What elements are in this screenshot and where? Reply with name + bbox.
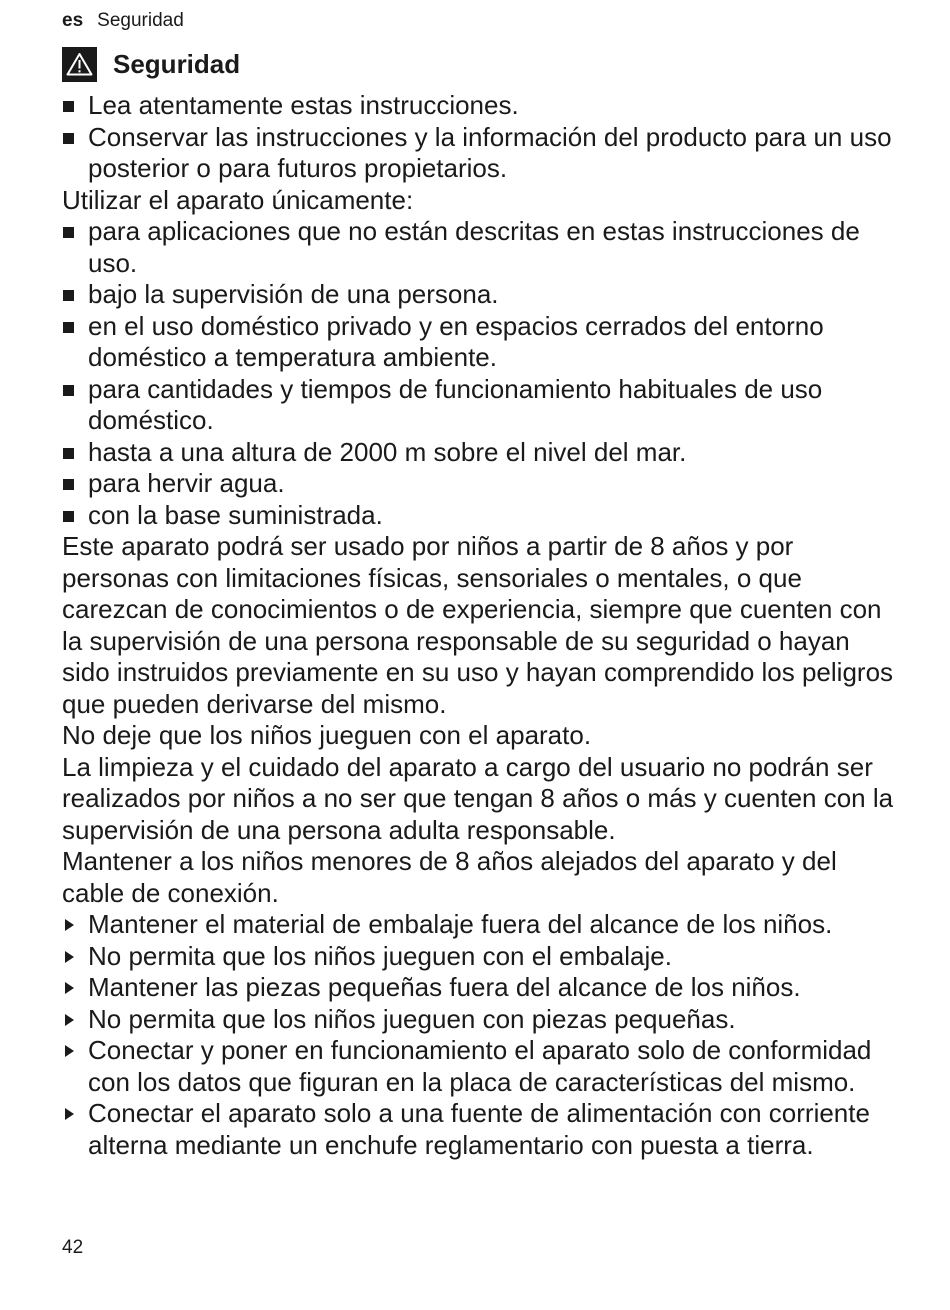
intro-list bbox=[62, 90, 902, 185]
list-item: para hervir agua. bbox=[62, 468, 902, 500]
page-number: 42 bbox=[62, 1237, 84, 1258]
section-heading bbox=[62, 46, 240, 82]
use-conditions-list bbox=[62, 216, 902, 531]
language-code: es bbox=[62, 10, 84, 31]
list-item: Mantener el material de embalaje fuera del alcance de los niños. bbox=[62, 909, 902, 941]
paragraph-children-persons: Este aparato podrá ser usado por niños a partir de 8 años y por personas con limitaciones físicas, sensoriales o mentales, o que carezcan de conocimientos o de experiencia, siempre que cuenten con la supervisión de una persona responsable de su seguridad o hayan sido instruidos previamente en su uso y hayan comprendido los peligros que pueden derivarse del mismo. bbox=[62, 531, 894, 719]
paragraph-no-play: No deje que los niños jueguen con el aparato. bbox=[62, 720, 592, 750]
use-intro: Utilizar el aparato únicamente: bbox=[62, 184, 414, 215]
paragraph-cleaning: La limpieza y el cuidado del aparato a cargo del usuario no podrán ser realizados por niños a no ser que tengan 8 años o más y cuenten con la supervisión de una persona adulta responsable. bbox=[62, 751, 894, 845]
section-title: Seguridad bbox=[113, 48, 241, 79]
running-header bbox=[62, 10, 184, 32]
list-item: No permita que los niños jueguen con el embalaje. bbox=[62, 941, 902, 973]
list-item: para cantidades y tiempos de funcionamiento habituales de uso doméstico. bbox=[62, 374, 902, 437]
safety-content bbox=[62, 90, 902, 1161]
list-item: en el uso doméstico privado y en espacios cerrados del entorno doméstico a temperatura ambiente. bbox=[62, 311, 902, 374]
warning-triangle-icon bbox=[62, 47, 97, 82]
list-item: Mantener las piezas pequeñas fuera del alcance de los niños. bbox=[62, 972, 902, 1004]
list-item: Conectar y poner en funcionamiento el aparato solo de conformidad con los datos que figuran en la placa de características del mismo. bbox=[62, 1035, 902, 1098]
list-item: bajo la supervisión de una persona. bbox=[62, 279, 902, 311]
list-item: hasta a una altura de 2000 m sobre el nivel del mar. bbox=[62, 437, 902, 469]
header-section: Seguridad bbox=[97, 10, 184, 31]
list-item: para aplicaciones que no están descritas en estas instrucciones de uso. bbox=[62, 216, 902, 279]
list-item: con la base suministrada. bbox=[62, 500, 902, 532]
list-item: Lea atentamente estas instrucciones. bbox=[62, 90, 902, 122]
list-item: No permita que los niños jueguen con piezas pequeñas. bbox=[62, 1004, 902, 1036]
list-item: Conservar las instrucciones y la información del producto para un uso posterior o para futuros propietarios. bbox=[62, 122, 902, 185]
action-list bbox=[62, 909, 902, 1161]
list-item: Conectar el aparato solo a una fuente de alimentación con corriente alterna mediante un enchufe reglamentario con puesta a tierra. bbox=[62, 1098, 902, 1161]
paragraph-keep-away: Mantener a los niños menores de 8 años alejados del aparato y del cable de conexión. bbox=[62, 846, 837, 908]
